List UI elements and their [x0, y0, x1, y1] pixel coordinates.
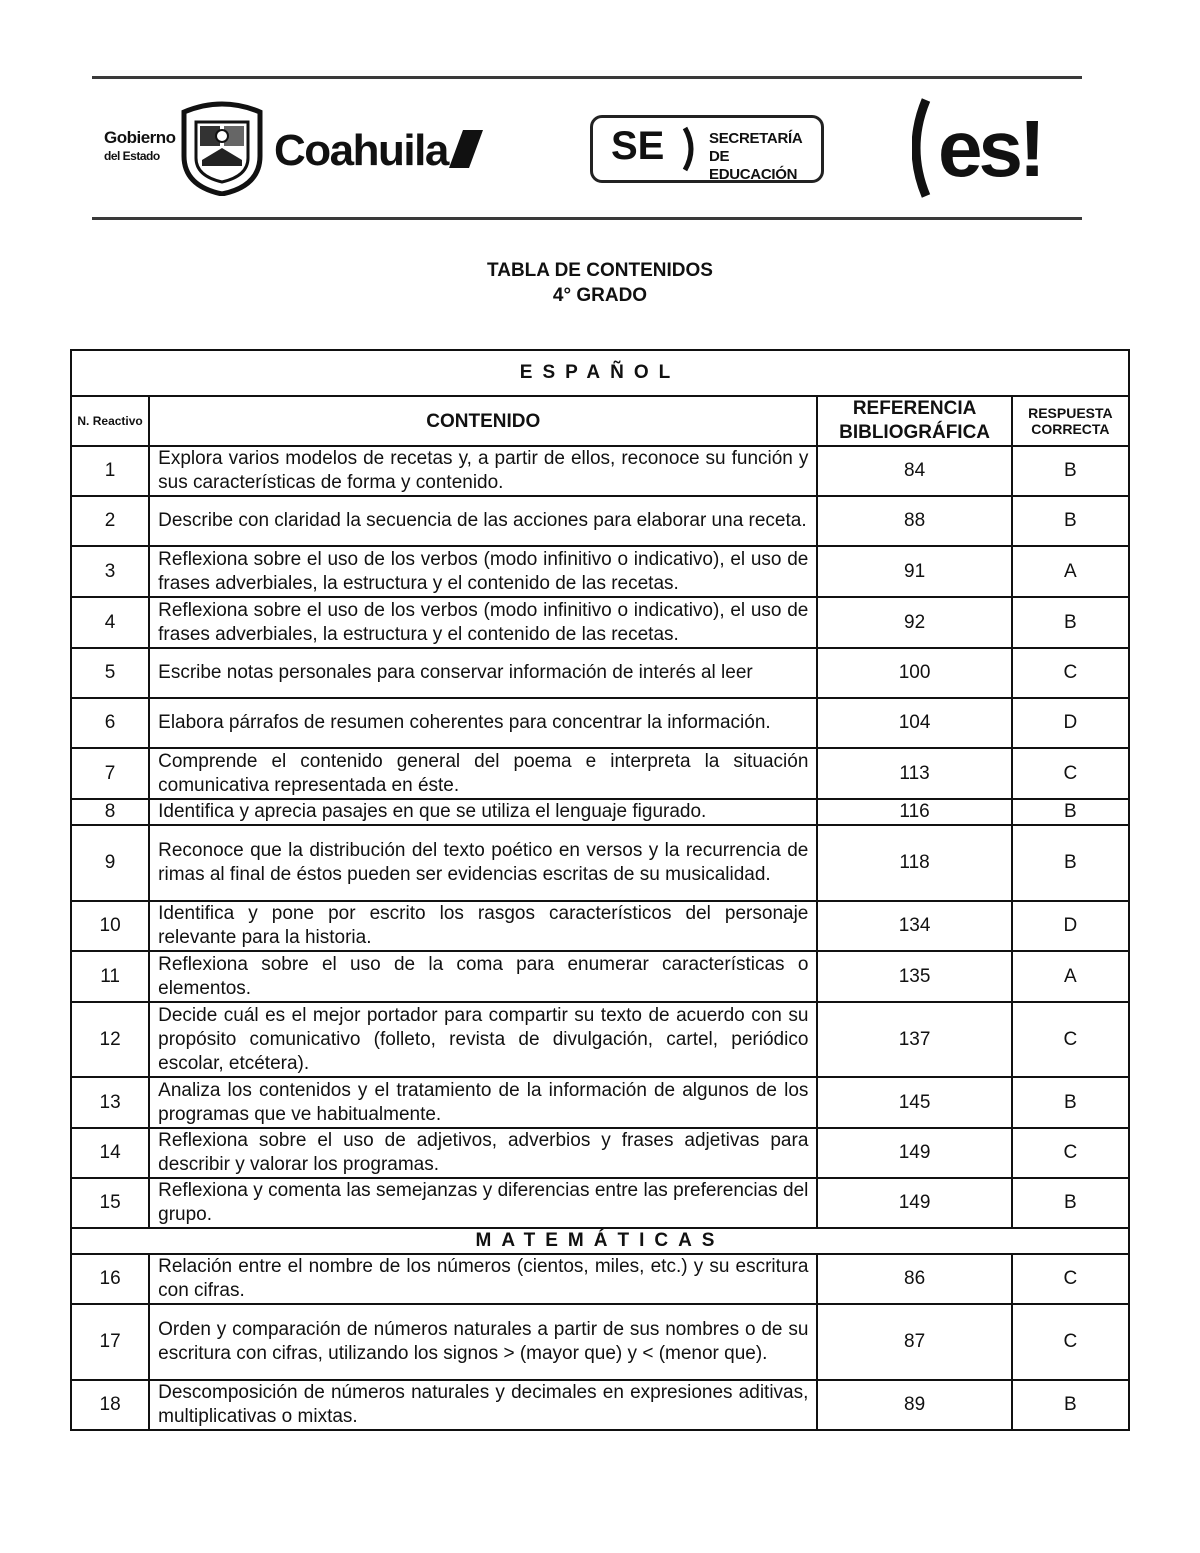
header-n-reactivo: N. Reactivo [71, 396, 149, 446]
contenido-text: Decide cuál es el mejor portador para compartir su texto de acuerdo con su propósito comunicativo (folleto, revista de divulgación, cartel, periódico escolar, etcétera). [149, 1002, 817, 1077]
coahuila-seal-icon [176, 100, 268, 196]
contenido-text: Explora varios modelos de recetas y, a partir de ellos, reconoce su función y sus características de forma y contenido. [149, 446, 817, 496]
referencia-page: 113 [817, 748, 1011, 799]
subject-row [71, 350, 1129, 396]
reactivo-number: 10 [71, 901, 149, 951]
respuesta-letter: C [1012, 1254, 1129, 1304]
contenido-text: Reflexiona sobre el uso de los verbos (modo infinitivo o indicativo), el uso de frases adverbiales, la estructura y el contenido de las recetas. [149, 597, 817, 648]
referencia-page: 149 [817, 1178, 1011, 1228]
header-bottom-rule [92, 217, 1082, 220]
contenido-text: Escribe notas personales para conservar información de interés al leer [149, 648, 817, 698]
referencia-page: 86 [817, 1254, 1011, 1304]
reactivo-number: 3 [71, 546, 149, 597]
contenido-text: Elabora párrafos de resumen coherentes para concentrar la información. [149, 698, 817, 748]
respuesta-letter: C [1012, 1304, 1129, 1380]
secretaria-educacion-logo [590, 115, 824, 183]
referencia-page: 84 [817, 446, 1011, 496]
table-row [71, 1128, 1129, 1178]
respuesta-letter: B [1012, 825, 1129, 901]
respuesta-letter: B [1012, 446, 1129, 496]
contenido-text: Reflexiona sobre el uso de la coma para enumerar características o elementos. [149, 951, 817, 1002]
contenido-text: Descomposición de números naturales y decimales en expresiones aditivas, multiplicativas o mixtas. [149, 1380, 817, 1430]
respuesta-letter: C [1012, 748, 1129, 799]
es-logo-text: es! [938, 104, 1042, 193]
slash-mark-icon [449, 130, 483, 168]
table-header-row [71, 396, 1129, 446]
gobierno-label: Gobierno [104, 128, 176, 147]
respuesta-letter: C [1012, 1128, 1129, 1178]
referencia-page: 88 [817, 496, 1011, 546]
referencia-page: 104 [817, 698, 1011, 748]
respuesta-letter: B [1012, 1077, 1129, 1128]
respuesta-letter: B [1012, 1380, 1129, 1430]
contenido-text: Relación entre el nombre de los números (cientos, miles, etc.) y su escritura con cifras. [149, 1254, 817, 1304]
referencia-page: 91 [817, 546, 1011, 597]
respuesta-letter: C [1012, 648, 1129, 698]
respuesta-letter: D [1012, 901, 1129, 951]
referencia-page: 87 [817, 1304, 1011, 1380]
secretaria-text [709, 130, 821, 184]
reactivo-number: 16 [71, 1254, 149, 1304]
respuesta-letter: D [1012, 698, 1129, 748]
referencia-page: 116 [817, 799, 1011, 825]
contenido-text: Orden y comparación de números naturales a partir de sus nombres o de su escritura con cifras, utilizando los signos > (mayor que) y < (menor que). [149, 1304, 817, 1380]
se-abbreviation: SE [611, 124, 665, 168]
table-row [71, 1380, 1129, 1430]
se-line1: SECRETARÍA [709, 130, 803, 147]
se-line2: DE EDUCACIÓN [709, 148, 798, 183]
reactivo-number: 15 [71, 1178, 149, 1228]
respuesta-letter: B [1012, 799, 1129, 825]
referencia-page: 92 [817, 597, 1011, 648]
reactivo-number: 4 [71, 597, 149, 648]
subject-row [71, 1228, 1129, 1254]
reactivo-number: 17 [71, 1304, 149, 1380]
table-row [71, 799, 1129, 825]
header-contenido: CONTENIDO [149, 396, 817, 446]
page-title: TABLA DE CONTENIDOS [487, 260, 713, 281]
respuesta-letter: A [1012, 951, 1129, 1002]
respuesta-letter: B [1012, 496, 1129, 546]
contenido-text: Identifica y aprecia pasajes en que se utiliza el lenguaje figurado. [149, 799, 817, 825]
table-row [71, 648, 1129, 698]
table-row [71, 446, 1129, 496]
table-row [71, 825, 1129, 901]
contenido-text: Comprende el contenido general del poema e interpreta la situación comunicativa representada en éste. [149, 748, 817, 799]
reactivo-number: 7 [71, 748, 149, 799]
contenido-text: Identifica y pone por escrito los rasgos característicos del personaje relevante para la historia. [149, 901, 817, 951]
reactivo-number: 11 [71, 951, 149, 1002]
referencia-page: 145 [817, 1077, 1011, 1128]
header-top-rule [92, 76, 1082, 79]
gobierno-coahuila-logo [104, 100, 482, 196]
referencia-page: 135 [817, 951, 1011, 1002]
reactivo-number: 18 [71, 1380, 149, 1430]
subject-heading: MATEMÁTICAS [71, 1228, 1129, 1254]
contenido-text: Reflexiona sobre el uso de adjetivos, adverbios y frases adjetivas para describir y valorar los programas. [149, 1128, 817, 1178]
referencia-page: 100 [817, 648, 1011, 698]
table-row [71, 496, 1129, 546]
es-logo [912, 98, 1084, 198]
contenido-text: Reflexiona sobre el uso de los verbos (modo infinitivo o indicativo), el uso de frases adverbiales, la estructura y el contenido de las recetas. [149, 546, 817, 597]
contenido-text: Reflexiona y comenta las semejanzas y diferencias entre las preferencias del grupo. [149, 1178, 817, 1228]
del-estado-label: del Estado [104, 149, 160, 163]
header-referencia: REFERENCIA BIBLIOGRÁFICA [817, 396, 1011, 446]
respuesta-letter: B [1012, 1178, 1129, 1228]
respuesta-letter: A [1012, 546, 1129, 597]
table-row [71, 1002, 1129, 1077]
respuesta-letter: C [1012, 1002, 1129, 1077]
grade-subtitle: 4° GRADO [552, 285, 648, 306]
reactivo-number: 6 [71, 698, 149, 748]
contents-table [70, 349, 1130, 1431]
reactivo-number: 9 [71, 825, 149, 901]
table-row [71, 1077, 1129, 1128]
table-row [71, 698, 1129, 748]
referencia-page: 89 [817, 1380, 1011, 1430]
coahuila-wordmark: Coahuila [274, 126, 448, 175]
table-row [71, 1304, 1129, 1380]
contenido-text: Reconoce que la distribución del texto poético en versos y la recurrencia de rimas al final de éstos pueden ser evidencias escritas de su musicalidad. [149, 825, 817, 901]
reactivo-number: 14 [71, 1128, 149, 1178]
table-row [71, 546, 1129, 597]
reactivo-number: 2 [71, 496, 149, 546]
table-row [71, 597, 1129, 648]
bracket-mark-icon [681, 126, 699, 172]
referencia-page: 137 [817, 1002, 1011, 1077]
reactivo-number: 8 [71, 799, 149, 825]
reactivo-number: 12 [71, 1002, 149, 1077]
reactivo-number: 1 [71, 446, 149, 496]
header-respuesta: RESPUESTA CORRECTA [1012, 396, 1129, 446]
referencia-page: 118 [817, 825, 1011, 901]
contenido-text: Analiza los contenidos y el tratamiento de la información de algunos de los programas que ve habitualmente. [149, 1077, 817, 1128]
table-row [71, 1178, 1129, 1228]
table-row [71, 901, 1129, 951]
respuesta-letter: B [1012, 597, 1129, 648]
subject-heading: ESPAÑOL [71, 350, 1129, 396]
table-row [71, 951, 1129, 1002]
contenido-text: Describe con claridad la secuencia de las acciones para elaborar una receta. [149, 496, 817, 546]
referencia-page: 149 [817, 1128, 1011, 1178]
reactivo-number: 13 [71, 1077, 149, 1128]
referencia-page: 134 [817, 901, 1011, 951]
table-row [71, 1254, 1129, 1304]
reactivo-number: 5 [71, 648, 149, 698]
gobierno-del-estado-text [104, 128, 176, 166]
table-row [71, 748, 1129, 799]
